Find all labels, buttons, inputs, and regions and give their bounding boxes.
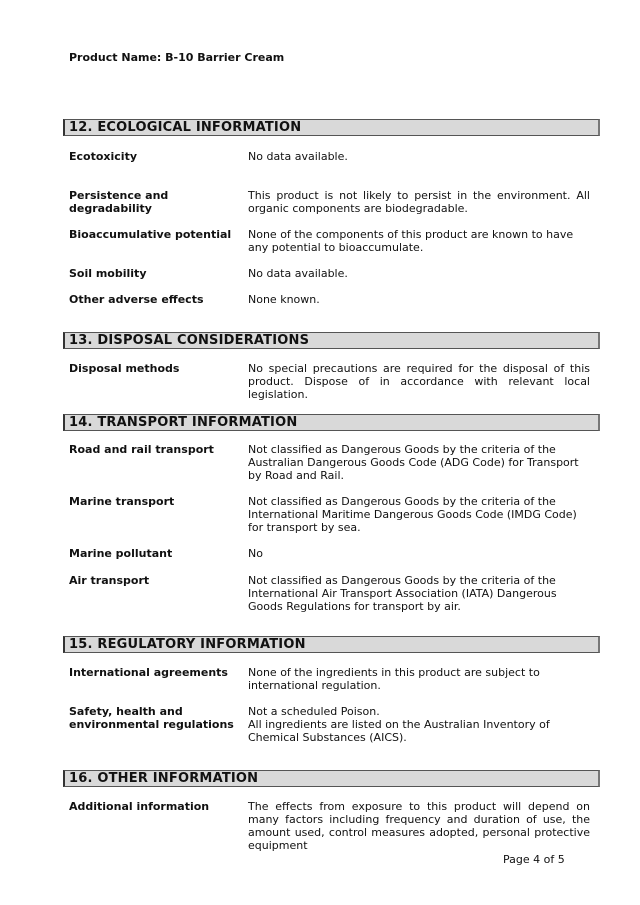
row-label: Bioaccumulative potential	[69, 228, 232, 241]
row-label: Road and rail transport	[69, 443, 214, 456]
row-label: Safety, health and environmental regulations	[69, 705, 234, 731]
row-value: Not classified as Dangerous Goods by the criteria of the International Air Transport Association (IATA) Dangerous Goods Regulations for transport by air.	[248, 574, 557, 613]
row-value: No data available.	[248, 150, 348, 163]
row-value: No data available.	[248, 267, 348, 280]
row-label: Marine pollutant	[69, 547, 173, 560]
row-value: Not classified as Dangerous Goods by the criteria of the Australian Dangerous Goods Code (ADG Code) for Transport by Road and Rail.	[248, 443, 579, 482]
row-value: This product is not likely to persist in the environment. All organic components are biodegradable.	[248, 189, 590, 215]
row-label: Ecotoxicity	[69, 150, 137, 163]
row-label: International agreements	[69, 666, 228, 679]
row-label: Air transport	[69, 574, 150, 587]
section-header-other: 16. OTHER INFORMATION	[63, 770, 600, 787]
row-label: Marine transport	[69, 495, 175, 508]
section-header-regulatory: 15. REGULATORY INFORMATION	[63, 636, 600, 653]
value-line: Not a scheduled Poison.	[248, 705, 380, 718]
page-number: Page 4 of 5	[503, 853, 565, 866]
section-header-ecological: 12. ECOLOGICAL INFORMATION	[63, 119, 600, 136]
row-label: Disposal methods	[69, 362, 180, 375]
row-label: Persistence and degradability	[69, 189, 169, 215]
section-header-transport: 14. TRANSPORT INFORMATION	[63, 414, 600, 431]
product-name: Product Name: B-10 Barrier Cream	[69, 51, 285, 64]
row-value: The effects from exposure to this product will depend on many factors including frequency and duration of use, the amount used, control measures adopted, personal protective equipment	[248, 800, 590, 852]
row-value: None known.	[248, 293, 320, 306]
row-value: No special precautions are required for the disposal of this product. Dispose of in accordance with relevant local legislation.	[248, 362, 590, 401]
row-value: No	[248, 547, 263, 560]
row-label: Additional information	[69, 800, 210, 813]
row-label: Other adverse effects	[69, 293, 204, 306]
row-value: Not classified as Dangerous Goods by the criteria of the International Maritime Dangerous Goods Code (IMDG Code) for transport by sea.	[248, 495, 577, 534]
row-value: None of the components of this product are known to have any potential to bioaccumulate.	[248, 228, 574, 254]
section-header-disposal: 13. DISPOSAL CONSIDERATIONS	[63, 332, 600, 349]
row-value: None of the ingredients in this product are subject to international regulation.	[248, 666, 540, 692]
row-value	[248, 705, 590, 744]
value-line: All ingredients are listed on the Australian Inventory of Chemical Substances (AICS).	[248, 718, 550, 744]
row-label: Soil mobility	[69, 267, 147, 280]
